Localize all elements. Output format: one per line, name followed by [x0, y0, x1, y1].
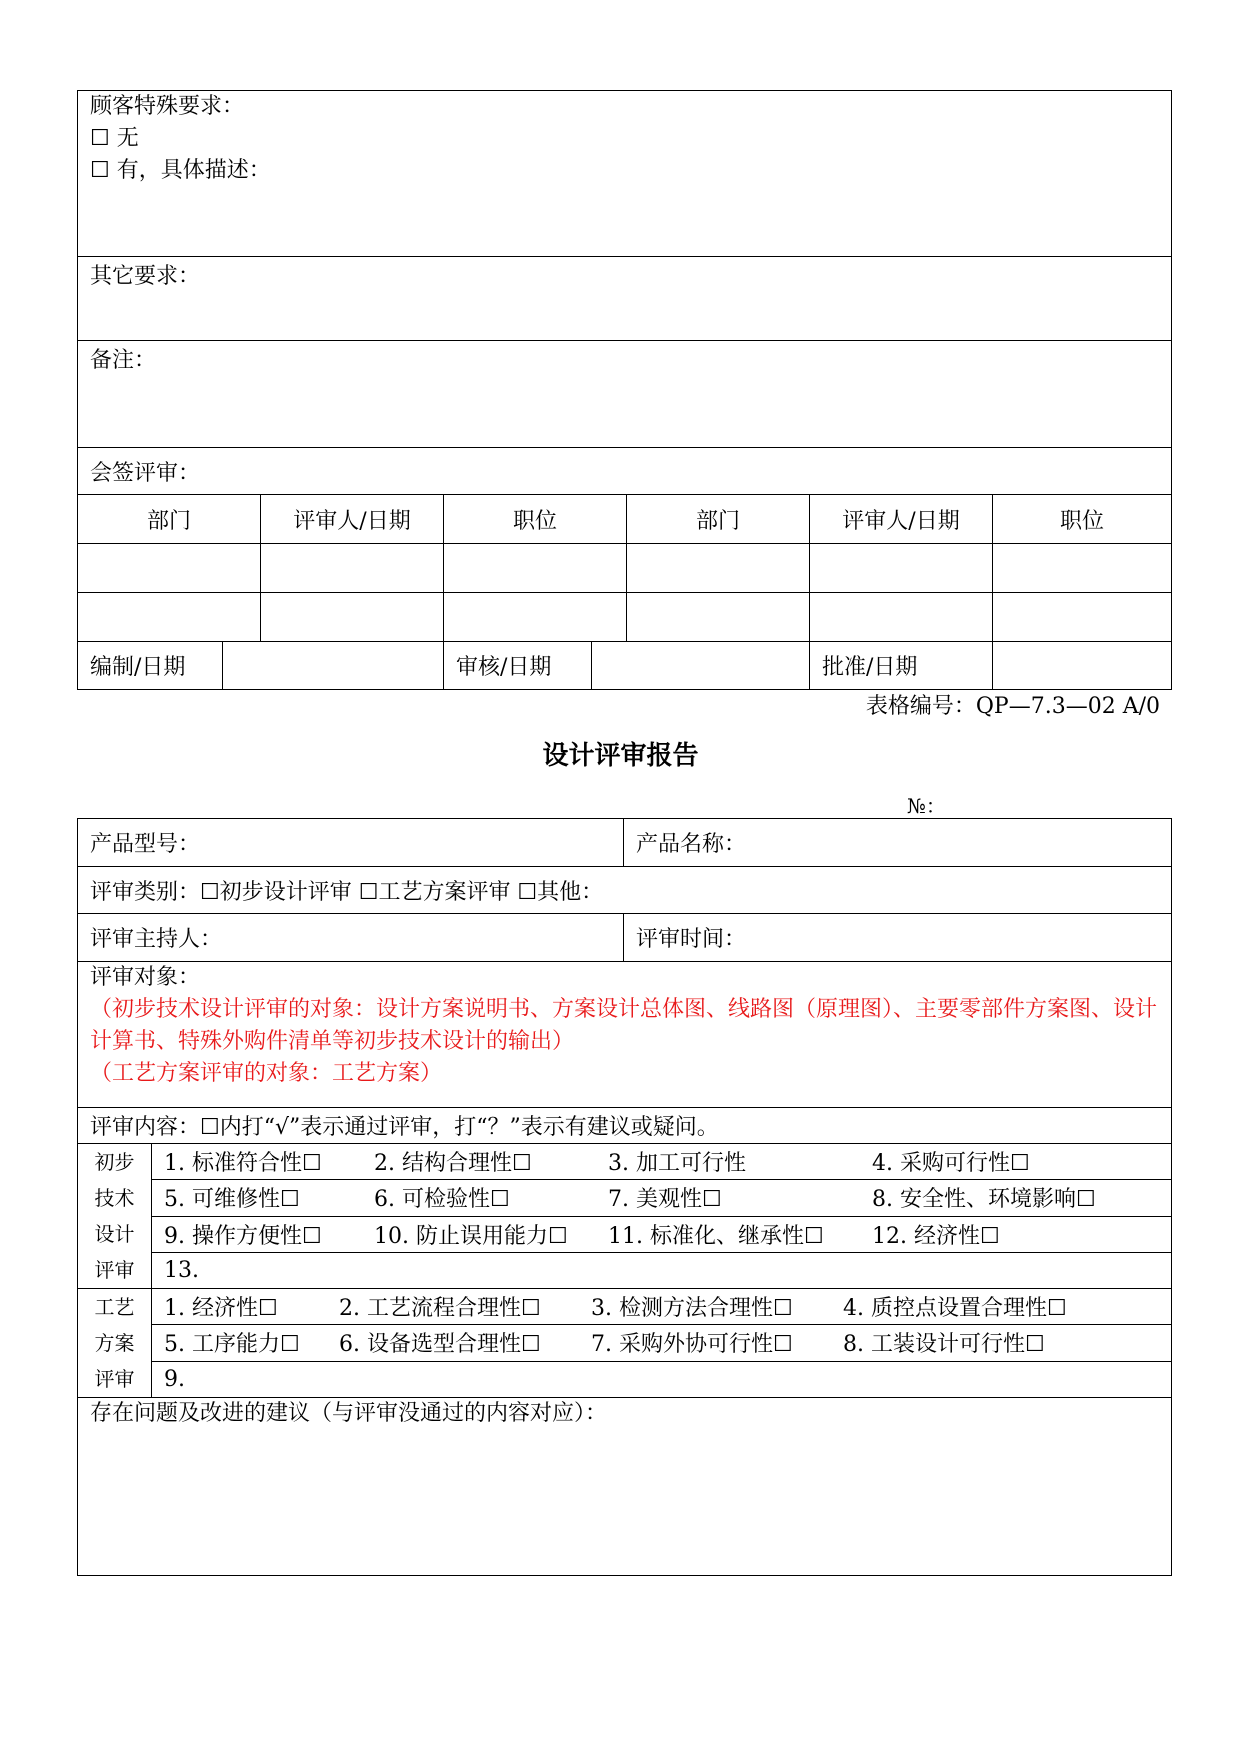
- review-object-label: 评审对象：: [90, 965, 201, 990]
- review-type-label: 评审类别：☐初步设计评审 ☐工艺方案评审 ☐其他：: [90, 879, 604, 905]
- criterion-checkbox[interactable]: 4. 采购可行性☐: [872, 1151, 1030, 1177]
- prelim-row-3: [152, 1216, 1172, 1252]
- prelim-row-extra[interactable]: [152, 1252, 1172, 1288]
- header-dept-1: 部门: [78, 495, 261, 544]
- criterion-checkbox[interactable]: 9. 操作方便性☐: [164, 1223, 322, 1249]
- product-name-cell[interactable]: [624, 819, 1172, 867]
- process-row-1: [152, 1289, 1172, 1325]
- header-position-2: 职位: [993, 495, 1172, 544]
- prepared-input[interactable]: [223, 642, 444, 690]
- criterion-checkbox[interactable]: 11. 标准化、继承性☐: [608, 1223, 824, 1249]
- countersign-row: [78, 544, 1172, 593]
- cell-input[interactable]: [444, 544, 627, 593]
- problems-label: 存在问题及改进的建议（与评审没通过的内容对应）：: [90, 1401, 608, 1426]
- criterion-checkbox[interactable]: 7. 采购外协可行性☐: [591, 1332, 793, 1358]
- criterion-checkbox[interactable]: 7. 美观性☐: [608, 1187, 722, 1213]
- criterion-checkbox[interactable]: 2. 工艺流程合理性☐: [339, 1296, 541, 1322]
- review-object-note-prelim: （初步技术设计评审的对象：设计方案说明书、方案设计总体图、线路图（原理图）、主要零部件方案图、设计计算书、特殊外购件清单等初步技术设计的输出）: [90, 997, 1158, 1054]
- report-title: 设计评审报告: [542, 741, 699, 771]
- host-label: 评审主持人：: [90, 927, 223, 952]
- product-name-label: 产品名称：: [636, 832, 747, 857]
- review-object-cell: [78, 962, 1172, 1108]
- header-reviewer-2: 评审人/日期: [810, 495, 993, 544]
- criterion-checkbox[interactable]: 3. 加工可行性: [608, 1151, 746, 1177]
- remarks-cell[interactable]: [78, 341, 1172, 448]
- criterion-checkbox[interactable]: 3. 检测方法合理性☐: [591, 1296, 793, 1322]
- customer-special-cell[interactable]: [78, 91, 1172, 257]
- criterion-checkbox[interactable]: 12. 经济性☐: [872, 1223, 1000, 1249]
- process-review-side-label: 工艺 方案 评审: [78, 1289, 152, 1398]
- reviewed-input[interactable]: [592, 642, 810, 690]
- criterion-checkbox[interactable]: 6. 可检验性☐: [374, 1187, 510, 1213]
- prelim-row-2: [152, 1180, 1172, 1216]
- cell-input[interactable]: [261, 593, 444, 642]
- option-none[interactable]: ☐ 无: [90, 126, 139, 151]
- report-number-label: №：: [907, 794, 946, 818]
- review-content-label: 评审内容：☐内打“√”表示通过评审，打“？”表示有建议或疑问。: [90, 1115, 719, 1140]
- cell-input[interactable]: [261, 544, 444, 593]
- prelim-row-1: [152, 1144, 1172, 1180]
- header-dept-2: 部门: [627, 495, 810, 544]
- sign-row: [78, 642, 1172, 690]
- report-form: [77, 818, 1172, 1576]
- countersign-row: [78, 593, 1172, 642]
- countersign-label-cell: [78, 448, 1172, 495]
- process-extra-item: 9.: [164, 1366, 185, 1392]
- criterion-checkbox[interactable]: 1. 标准符合性☐: [164, 1151, 322, 1177]
- remarks-label: 备注：: [90, 348, 157, 373]
- cell-input[interactable]: [810, 544, 993, 593]
- review-type-cell[interactable]: [78, 867, 1172, 914]
- option-yes[interactable]: ☐ 有，具体描述：: [90, 158, 271, 183]
- header-reviewer-1: 评审人/日期: [261, 495, 444, 544]
- cell-input[interactable]: [627, 593, 810, 642]
- header-position-1: 职位: [444, 495, 627, 544]
- cell-input[interactable]: [78, 544, 261, 593]
- reviewed-label: 审核/日期: [444, 642, 592, 690]
- criterion-checkbox[interactable]: 8. 安全性、环境影响☐: [872, 1187, 1096, 1213]
- review-content-cell: [78, 1108, 1172, 1144]
- problems-cell[interactable]: [78, 1398, 1172, 1576]
- other-requirements-label: 其它要求：: [90, 264, 201, 289]
- review-object-note-process: （工艺方案评审的对象：工艺方案）: [90, 1061, 443, 1086]
- countersign-header-row: [78, 495, 1172, 544]
- product-model-cell[interactable]: [78, 819, 624, 867]
- cell-input[interactable]: [444, 593, 627, 642]
- criterion-checkbox[interactable]: 8. 工装设计可行性☐: [843, 1332, 1045, 1358]
- approved-input[interactable]: [993, 642, 1172, 690]
- cell-input[interactable]: [993, 544, 1172, 593]
- cell-input[interactable]: [810, 593, 993, 642]
- customer-special-label: 顾客特殊要求：: [90, 94, 245, 119]
- form-code: 表格编号：QP—7.3—02 A/0: [865, 694, 1160, 719]
- cell-input[interactable]: [78, 593, 261, 642]
- cell-input[interactable]: [627, 544, 810, 593]
- criterion-checkbox[interactable]: 2. 结构合理性☐: [374, 1151, 532, 1177]
- criterion-checkbox[interactable]: 1. 经济性☐: [164, 1296, 278, 1322]
- approved-label: 批准/日期: [810, 642, 993, 690]
- criterion-checkbox[interactable]: 4. 质控点设置合理性☐: [843, 1296, 1067, 1322]
- prelim-review-side-label: 初步 技术 设计 评审: [78, 1144, 152, 1289]
- prelim-extra-item: 13.: [164, 1257, 199, 1283]
- criterion-checkbox[interactable]: 6. 设备选型合理性☐: [339, 1332, 541, 1358]
- other-requirements-cell[interactable]: [78, 257, 1172, 341]
- product-model-label: 产品型号：: [90, 832, 201, 857]
- prepared-label: 编制/日期: [78, 642, 223, 690]
- review-time-label: 评审时间：: [636, 927, 747, 952]
- process-row-extra[interactable]: [152, 1361, 1172, 1397]
- countersign-label: 会签评审：: [90, 460, 201, 486]
- review-time-cell[interactable]: [624, 914, 1172, 962]
- top-form: [77, 90, 1172, 690]
- cell-input[interactable]: [993, 593, 1172, 642]
- criterion-checkbox[interactable]: 5. 可维修性☐: [164, 1187, 300, 1213]
- host-cell[interactable]: [78, 914, 624, 962]
- process-row-2: [152, 1325, 1172, 1361]
- criterion-checkbox[interactable]: 10. 防止误用能力☐: [374, 1223, 568, 1249]
- criterion-checkbox[interactable]: 5. 工序能力☐: [164, 1332, 300, 1358]
